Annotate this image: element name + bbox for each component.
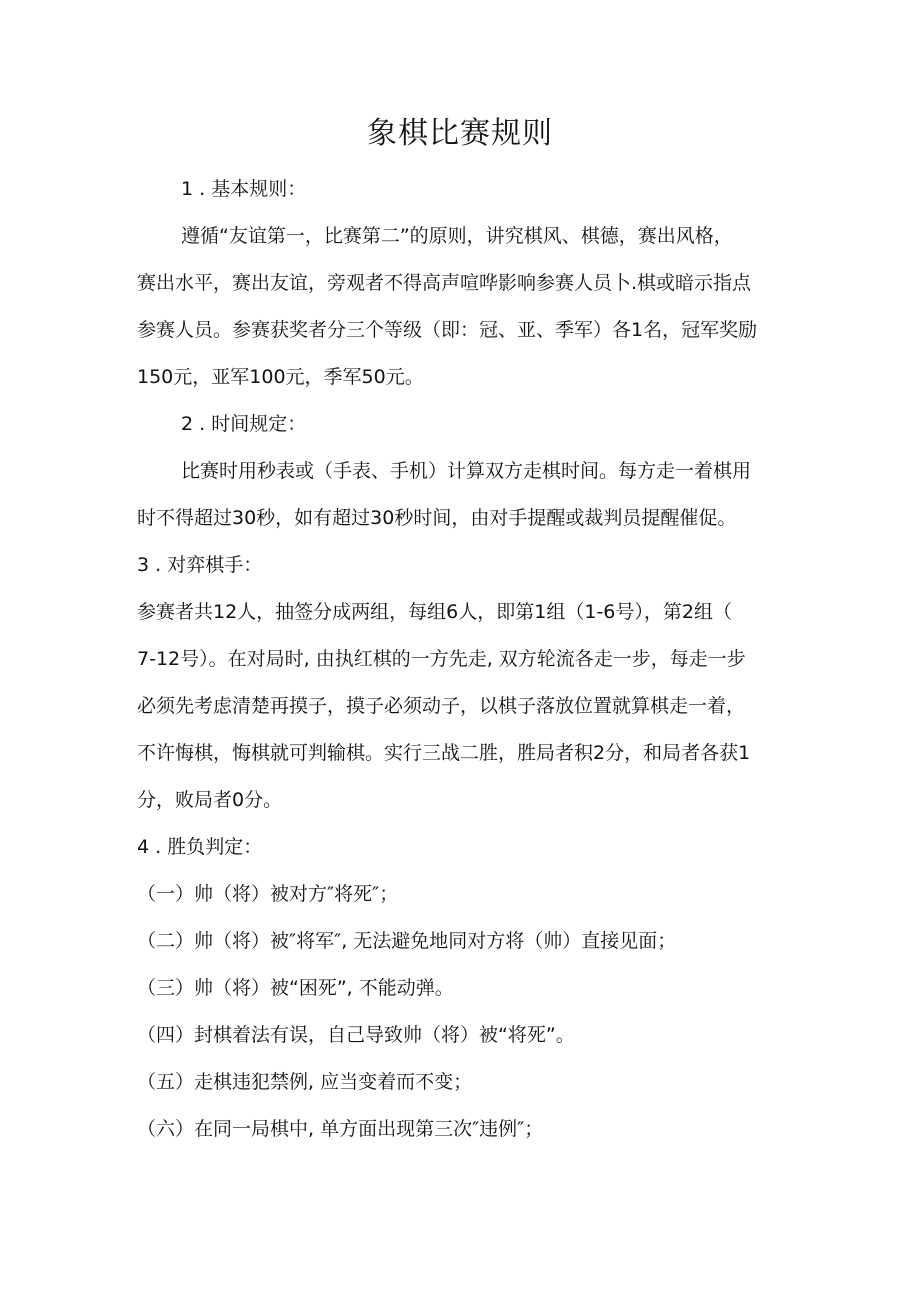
paragraph-line: 参赛者共12人，抽签分成两组，每组6人，即第1组（1-6号），第2组（ (137, 601, 732, 623)
document-body (137, 166, 787, 1153)
list-item: （二）帅（将）被″将军″, 无法避免地同对方将（帅）直接见面； (137, 930, 677, 952)
paragraph-line: 赛出水平，赛出友谊，旁观者不得高声喧哗影响参赛人员卜.棋或暗示指点 (137, 272, 752, 294)
list-item: （六）在同一局棋中, 单方面出现第三次″违例″； (137, 1118, 544, 1140)
paragraph-line: 不许悔棋，悔棋就可判输棋。实行三战二胜，胜局者积2分，和局者各获1 (137, 742, 751, 764)
list-item: （一）帅（将）被对方″将死″； (137, 883, 399, 905)
section-heading-basic-rules: 1 . 基本规则： (181, 178, 307, 200)
list-item: （四）封棋着法有误，自己导致帅（将）被“将死”。 (137, 1024, 575, 1046)
section-heading-time-rules: 2 . 时间规定： (181, 413, 307, 435)
list-item: （五）走棋违犯禁例, 应当变着而不变； (137, 1071, 473, 1093)
list-item: （三）帅（将）被“困死”, 不能动弹。 (137, 977, 454, 999)
paragraph-line: 参赛人员。参赛获奖者分三个等级（即：冠、亚、季军）各1名，冠军奖励 (137, 319, 758, 341)
paragraph-line: 时不得超过30秒，如有超过30秒时间，由对手提醒或裁判员提醒催促。 (137, 507, 737, 529)
section-heading-players: 3 . 对弈棋手： (137, 554, 263, 576)
document-title: 象棋比赛规则 (367, 116, 553, 151)
paragraph-line: 遵循“友谊第一，比赛第二”的原则，讲究棋风、棋德，赛出风格， (181, 225, 733, 247)
paragraph-line: 150元，亚军100元，季军50元。 (137, 366, 424, 388)
paragraph-line: 必须先考虑清楚再摸子，摸子必须动子，以棋子落放位置就算棋走一着， (137, 695, 746, 717)
paragraph-line: 比赛时用秒表或（手表、手机）计算双方走棋时间。每方走一着棋用 (181, 460, 752, 482)
section-heading-result-rules: 4 . 胜负判定： (137, 836, 263, 858)
paragraph-line: 7-12号）。在对局时, 由执红棋的一方先走, 双方轮流各走一步，每走一步 (137, 648, 746, 670)
paragraph-line: 分，败局者0分。 (137, 789, 283, 811)
